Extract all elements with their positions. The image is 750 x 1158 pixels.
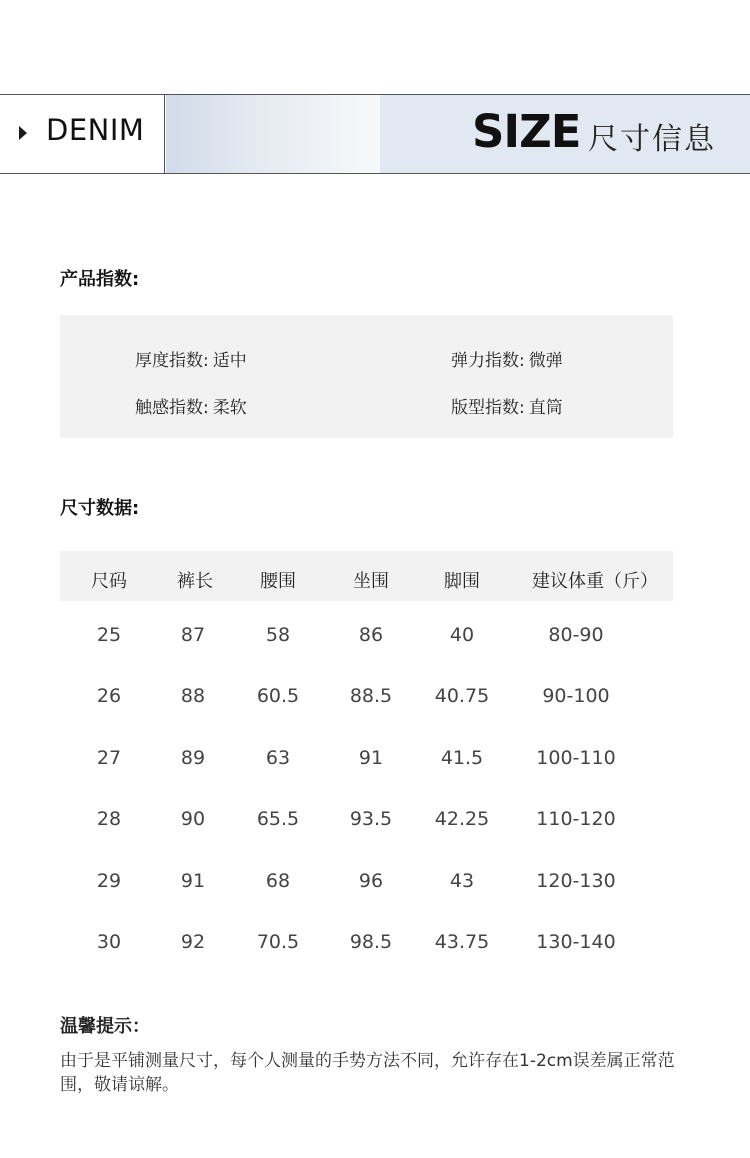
table-row — [60, 931, 673, 957]
cell-weight: 80-90 — [548, 624, 604, 646]
cell-leg-opening: 43 — [449, 870, 475, 892]
header-size: 尺码 — [91, 571, 127, 592]
product-index-panel — [60, 315, 673, 438]
cell-size: 29 — [96, 870, 122, 892]
size-data-title: 尺寸数据: — [60, 498, 140, 519]
index-value: 微弹 — [528, 351, 563, 371]
cell-hip: 88.5 — [349, 685, 393, 707]
note-text: 由于是平铺测量尺寸，每个人测量的手势方法不同，允许存在1-2cm误差属正常范围，敬请谅解。 — [60, 1051, 675, 1095]
cell-leg-opening: 40.75 — [434, 685, 490, 707]
index-label: 弹力指数: — [451, 351, 525, 371]
cell-hip: 98.5 — [349, 931, 393, 953]
cell-size: 30 — [96, 931, 122, 953]
cell-hip: 96 — [358, 870, 384, 892]
cell-waist: 65.5 — [256, 808, 300, 830]
table-row — [60, 747, 673, 773]
cell-size: 27 — [96, 747, 122, 769]
cell-size: 28 — [96, 808, 122, 830]
table-row — [60, 685, 673, 711]
cell-waist: 58 — [265, 624, 291, 646]
table-header-row — [60, 551, 673, 601]
cell-length: 91 — [180, 870, 206, 892]
index-label: 版型指数: — [451, 398, 525, 418]
cell-length: 88 — [180, 685, 206, 707]
index-item-touch — [135, 393, 247, 418]
cell-weight: 90-100 — [542, 685, 610, 707]
cell-waist: 68 — [265, 870, 291, 892]
cell-hip: 91 — [358, 747, 384, 769]
header-hip: 坐围 — [353, 571, 389, 592]
cell-leg-opening: 40 — [449, 624, 475, 646]
decorative-gradient — [166, 95, 380, 173]
cell-leg-opening: 43.75 — [434, 931, 490, 953]
cell-waist: 60.5 — [256, 685, 300, 707]
table-row — [60, 624, 673, 650]
cell-waist: 63 — [265, 747, 291, 769]
note-title: 温馨提示： — [60, 1016, 150, 1037]
brand-box — [0, 95, 165, 173]
cell-hip: 93.5 — [349, 808, 393, 830]
triangle-right-icon — [19, 126, 27, 140]
brand-name: DENIM — [46, 113, 145, 147]
size-heading-cn: 尺寸信息 — [588, 122, 716, 157]
header-banner — [0, 94, 750, 174]
index-item-fit — [451, 393, 563, 418]
cell-weight: 110-120 — [536, 808, 616, 830]
index-value: 适中 — [212, 351, 247, 371]
cell-size: 25 — [96, 624, 122, 646]
index-label: 厚度指数: — [135, 351, 209, 371]
cell-weight: 130-140 — [536, 931, 616, 953]
cell-length: 89 — [180, 747, 206, 769]
size-heading-en: SIZE — [472, 105, 581, 158]
index-label: 触感指数: — [135, 398, 209, 418]
cell-weight: 100-110 — [536, 747, 616, 769]
table-row — [60, 870, 673, 896]
index-value: 柔软 — [212, 398, 247, 418]
table-row — [60, 808, 673, 834]
cell-hip: 86 — [358, 624, 384, 646]
index-value: 直筒 — [528, 398, 563, 418]
cell-leg-opening: 41.5 — [440, 747, 484, 769]
cell-length: 92 — [180, 931, 206, 953]
header-leg-opening: 脚围 — [444, 571, 480, 592]
cell-waist: 70.5 — [256, 931, 300, 953]
header-suggested-weight: 建议体重（斤） — [532, 571, 658, 592]
cell-size: 26 — [96, 685, 122, 707]
product-index-title: 产品指数: — [60, 269, 140, 290]
cell-leg-opening: 42.25 — [434, 808, 490, 830]
cell-weight: 120-130 — [536, 870, 616, 892]
cell-length: 90 — [180, 808, 206, 830]
header-length: 裤长 — [177, 571, 213, 592]
index-item-thickness — [135, 346, 247, 371]
index-item-elasticity — [451, 346, 563, 371]
size-heading-box — [380, 95, 750, 173]
cell-length: 87 — [180, 624, 206, 646]
header-waist: 腰围 — [260, 571, 296, 592]
